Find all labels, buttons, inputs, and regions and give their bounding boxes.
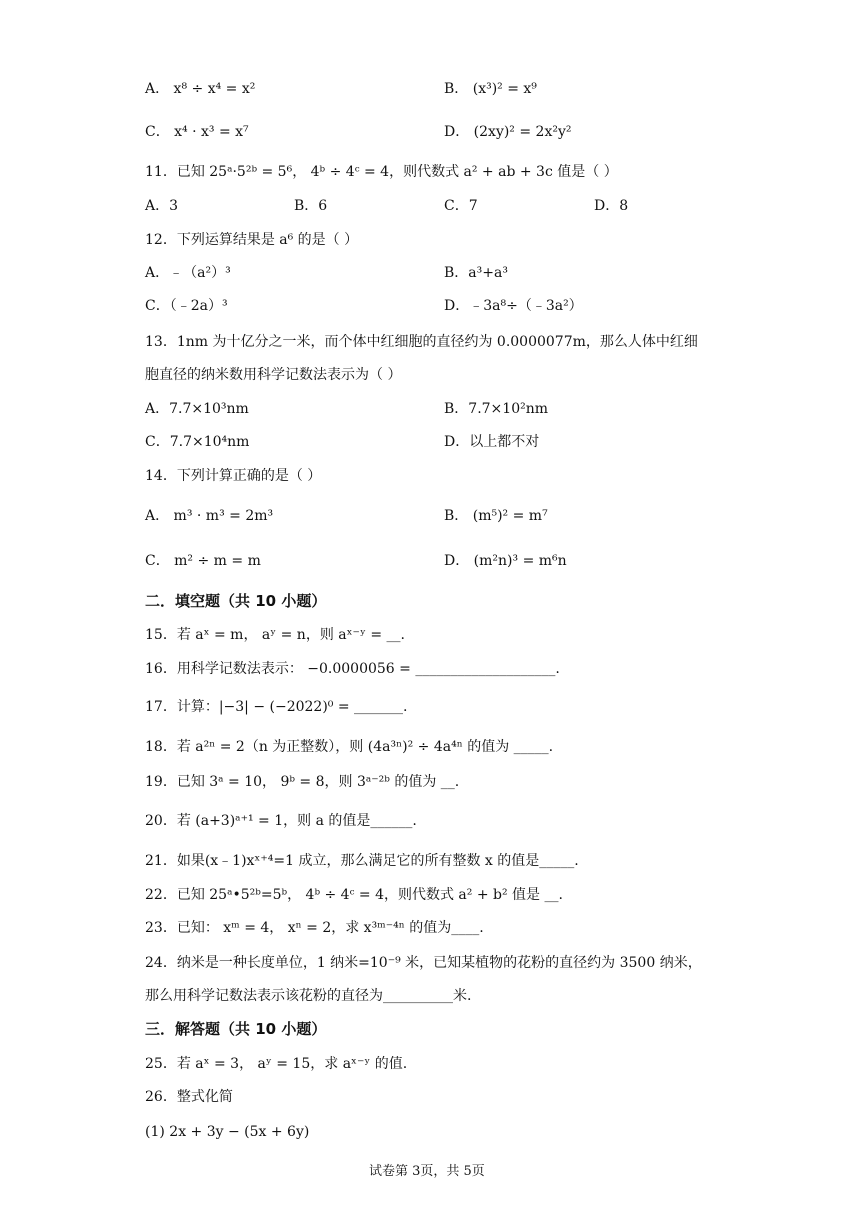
text-line: A． x⁸ ÷ x⁴ = x²	[145, 81, 256, 97]
text-line: 18．若 a²ⁿ = 2（n 为正整数），则 (4a³ⁿ)² ÷ 4a⁴ⁿ 的值为 _____.	[145, 739, 554, 755]
text-line: A．﹣（a²）³	[145, 265, 231, 281]
text-line: (1) 2x + 3y − (5x + 6y)	[145, 1124, 310, 1140]
text-line: 24．纳米是一种长度单位，1 纳米=10⁻⁹ 米，已知某植物的花粉的直径约为 3500 纳米，	[145, 955, 702, 971]
text-line: D．8	[594, 198, 629, 214]
text-line: B．6	[294, 198, 328, 214]
text-line: 21．如果(x﹣1)xˣ⁺⁴=1 成立，那么满足它的所有整数 x 的值是_____.	[145, 853, 579, 869]
text-line: A． m³ · m³ = 2m³	[145, 508, 274, 524]
text-line: D．﹣3a⁸÷（﹣3a²）	[444, 298, 583, 314]
text-line: 13．1nm 为十亿分之一米，而个体中红细胞的直径约为 0.0000077m，那么人体中红细	[145, 334, 698, 350]
text-line: 25．若 aˣ = 3， aʸ = 15，求 aˣ⁻ʸ 的值.	[145, 1056, 408, 1072]
text-line: 胞直径的纳米数用科学记数法表示为（ ）	[145, 367, 402, 383]
text-line: B． (m⁵)² = m⁷	[444, 508, 548, 524]
text-line: C．7.7×10⁴nm	[145, 434, 250, 450]
text-line: C． x⁴ · x³ = x⁷	[145, 124, 249, 140]
text-line: 试卷第 3页，共 5页	[369, 1164, 485, 1179]
text-line: 14．下列计算正确的是（ ）	[145, 468, 322, 484]
text-line: 二．填空题（共 10 小题）	[145, 592, 327, 610]
text-line: 三．解答题（共 10 小题）	[145, 1020, 327, 1038]
text-line: A．7.7×10³nm	[145, 401, 249, 417]
text-line: B．7.7×10²nm	[444, 401, 549, 417]
text-line: 那么用科学记数法表示该花粉的直径为__________米.	[145, 988, 472, 1004]
text-line: 22．已知 25ᵃ•5²ᵇ=5ᵇ， 4ᵇ ÷ 4ᶜ = 4，则代数式 a² + b² 值是 __.	[145, 887, 563, 903]
text-line: D． (m²n)³ = m⁶n	[444, 553, 567, 569]
text-line: B． (x³)² = x⁹	[444, 81, 537, 97]
text-line: 17．计算：|−3| − (−2022)⁰ = _______.	[145, 699, 408, 715]
text-line: 16．用科学记数法表示： −0.0000056 = ____________________.	[145, 661, 560, 677]
text-line: D． (2xy)² = 2x²y²	[444, 124, 572, 140]
text-line: 26．整式化简	[145, 1089, 233, 1105]
text-line: 11．已知 25ᵃ·5²ᵇ = 5⁶， 4ᵇ ÷ 4ᶜ = 4，则代数式 a² + ab + 3c 值是（ ）	[145, 164, 618, 180]
text-line: C． m² ÷ m = m	[145, 553, 261, 569]
text-line: 19．已知 3ᵃ = 10， 9ᵇ = 8，则 3ᵃ⁻²ᵇ 的值为 __.	[145, 774, 460, 790]
text-line: B．a³+a³	[444, 265, 508, 281]
text-line: D．以上都不对	[444, 434, 540, 450]
text-line: 23．已知： xᵐ = 4， xⁿ = 2，求 x³ᵐ⁻⁴ⁿ 的值为____.	[145, 920, 484, 936]
text-line: 20．若 (a+3)ᵃ⁺¹ = 1，则 a 的值是______.	[145, 813, 417, 829]
text-line: 15．若 aˣ = m， aʸ = n，则 aˣ⁻ʸ = __.	[145, 627, 405, 643]
text-line: A．3	[145, 198, 179, 214]
text-line: C．7	[444, 198, 478, 214]
text-line: 12．下列运算结果是 a⁶ 的是（ ）	[145, 232, 359, 248]
text-line: C．（﹣2a）³	[145, 298, 228, 314]
